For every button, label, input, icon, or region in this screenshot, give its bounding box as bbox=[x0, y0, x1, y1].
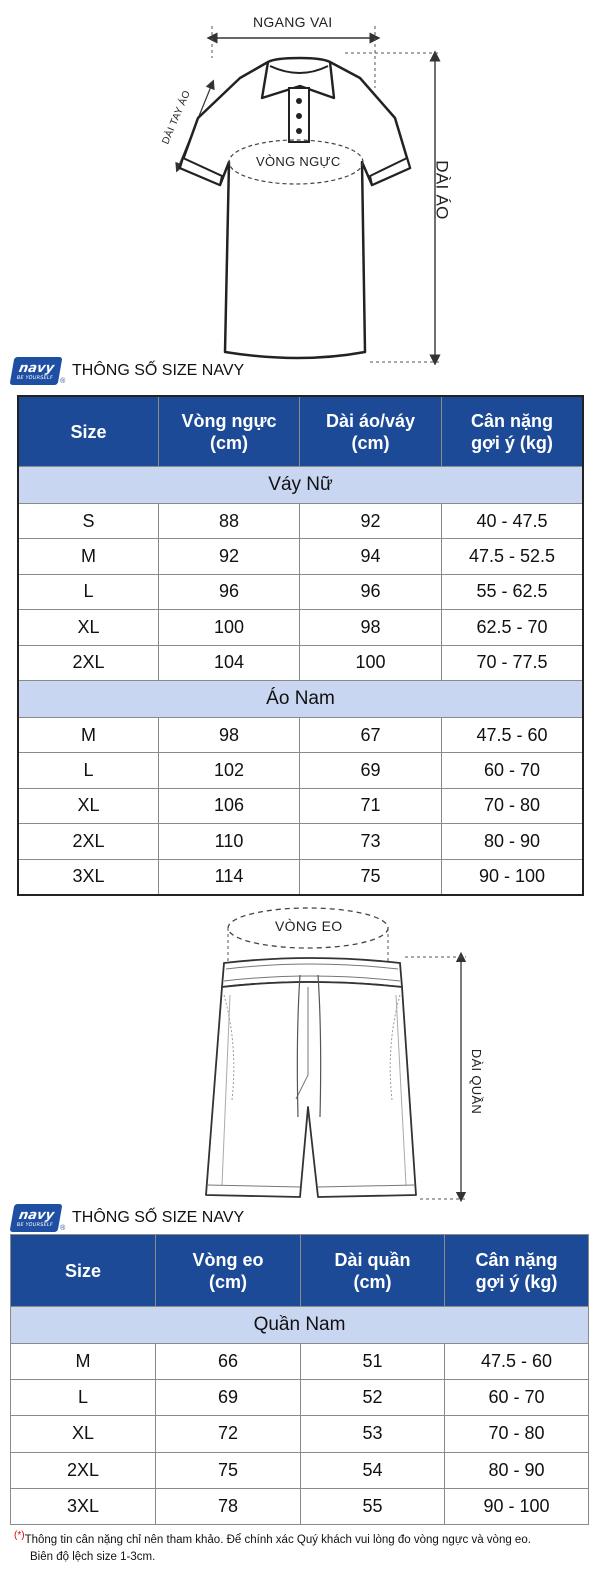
cell-size: M bbox=[11, 1344, 156, 1380]
cell-measure-2: 69 bbox=[300, 753, 442, 788]
table-row bbox=[11, 1380, 589, 1416]
header-weight: Cân nặng gợi ý (kg) bbox=[442, 397, 583, 467]
table-header-row bbox=[19, 397, 583, 467]
header-length: Dài áo/váy (cm) bbox=[300, 397, 442, 467]
sleeve-length-label: DÀI TAY ÁO bbox=[160, 88, 193, 147]
cell-weight: 47.5 - 60 bbox=[442, 717, 583, 752]
cell-size: 2XL bbox=[19, 645, 159, 680]
cell-measure-1: 69 bbox=[156, 1380, 301, 1416]
cell-measure-1: 88 bbox=[159, 504, 300, 539]
cell-measure-1: 100 bbox=[159, 610, 300, 645]
cell-measure-1: 96 bbox=[159, 574, 300, 609]
table-row bbox=[19, 753, 583, 788]
cell-measure-2: 54 bbox=[301, 1452, 445, 1488]
table-row bbox=[19, 574, 583, 609]
cell-size: L bbox=[19, 753, 159, 788]
logo-word: navy bbox=[17, 1207, 56, 1223]
cell-measure-1: 78 bbox=[156, 1488, 301, 1524]
logo-slogan: BE YOURSELF bbox=[16, 1221, 54, 1228]
dress-shirt-size-table bbox=[18, 396, 583, 895]
chest-label: VÒNG NGỰC bbox=[256, 154, 341, 169]
table-row bbox=[11, 1488, 589, 1524]
cell-measure-2: 55 bbox=[301, 1488, 445, 1524]
header-size: Size bbox=[11, 1235, 156, 1307]
cell-size: 3XL bbox=[11, 1488, 156, 1524]
cell-weight: 80 - 90 bbox=[442, 824, 583, 859]
cell-measure-2: 51 bbox=[301, 1344, 445, 1380]
cell-measure-1: 110 bbox=[159, 824, 300, 859]
cell-measure-2: 100 bbox=[300, 645, 442, 680]
cell-measure-2: 94 bbox=[300, 539, 442, 574]
cell-measure-1: 106 bbox=[159, 788, 300, 823]
footnote bbox=[14, 1532, 594, 1566]
cell-measure-1: 104 bbox=[159, 645, 300, 680]
header-size: Size bbox=[19, 397, 159, 467]
footnote-line-1: Thông tin cân nặng chỉ nên tham khảo. Để chính xác Quý khách vui lòng đo vòng ngực và vòng eo. bbox=[24, 1534, 531, 1546]
size-chart-heading: THÔNG SỐ SIZE NAVY bbox=[72, 362, 245, 379]
logo-word: navy bbox=[17, 360, 56, 376]
table-row bbox=[19, 504, 583, 539]
size-chart-heading: THÔNG SỐ SIZE NAVY bbox=[72, 1209, 245, 1226]
cell-measure-1: 72 bbox=[156, 1416, 301, 1452]
cell-weight: 70 - 77.5 bbox=[442, 645, 583, 680]
cell-weight: 47.5 - 52.5 bbox=[442, 539, 583, 574]
shirt-length-label: DÀI ÁO bbox=[432, 160, 452, 220]
cell-size: 3XL bbox=[19, 859, 159, 894]
group-title: Áo Nam bbox=[19, 680, 583, 717]
cell-measure-1: 98 bbox=[159, 717, 300, 752]
cell-weight: 62.5 - 70 bbox=[442, 610, 583, 645]
footnote-mark: (*) bbox=[14, 1530, 25, 1542]
cell-size: L bbox=[11, 1380, 156, 1416]
cell-measure-2: 53 bbox=[301, 1416, 445, 1452]
header-weight: Cân nặng gợi ý (kg) bbox=[445, 1235, 589, 1307]
brand-header-bottom bbox=[12, 1204, 244, 1232]
cell-weight: 90 - 100 bbox=[445, 1488, 589, 1524]
cell-weight: 70 - 80 bbox=[442, 788, 583, 823]
cell-measure-2: 67 bbox=[300, 717, 442, 752]
cell-weight: 40 - 47.5 bbox=[442, 504, 583, 539]
cell-weight: 80 - 90 bbox=[445, 1452, 589, 1488]
cell-measure-1: 75 bbox=[156, 1452, 301, 1488]
cell-size: XL bbox=[11, 1416, 156, 1452]
navy-logo bbox=[10, 357, 66, 385]
cell-measure-2: 52 bbox=[301, 1380, 445, 1416]
table-row bbox=[11, 1452, 589, 1488]
group-row bbox=[19, 467, 583, 504]
header-waist: Vòng eo (cm) bbox=[156, 1235, 301, 1307]
table-row bbox=[19, 788, 583, 823]
cell-weight: 90 - 100 bbox=[442, 859, 583, 894]
shorts-length-label: DÀI QUẦN bbox=[469, 1048, 485, 1115]
table-row bbox=[19, 610, 583, 645]
header-length: Dài quần (cm) bbox=[301, 1235, 445, 1307]
waist-label: VÒNG EO bbox=[275, 918, 343, 934]
table-header-row bbox=[11, 1235, 589, 1307]
table-row bbox=[19, 859, 583, 894]
cell-weight: 60 - 70 bbox=[442, 753, 583, 788]
table-row bbox=[19, 824, 583, 859]
cell-measure-2: 71 bbox=[300, 788, 442, 823]
cell-size: XL bbox=[19, 788, 159, 823]
cell-size: M bbox=[19, 539, 159, 574]
cell-measure-1: 66 bbox=[156, 1344, 301, 1380]
cell-size: 2XL bbox=[11, 1452, 156, 1488]
group-title: Váy Nữ bbox=[19, 467, 583, 504]
table-row bbox=[11, 1344, 589, 1380]
cell-size: M bbox=[19, 717, 159, 752]
footnote-line-2: Biên độ lệch size 1-3cm. bbox=[30, 1551, 156, 1563]
cell-weight: 47.5 - 60 bbox=[445, 1344, 589, 1380]
shorts-illustration bbox=[0, 895, 600, 1205]
group-title: Quần Nam bbox=[11, 1307, 589, 1344]
cell-size: S bbox=[19, 504, 159, 539]
cell-size: 2XL bbox=[19, 824, 159, 859]
cell-measure-2: 75 bbox=[300, 859, 442, 894]
logo-slogan: BE YOURSELF bbox=[16, 374, 54, 381]
cell-weight: 55 - 62.5 bbox=[442, 574, 583, 609]
cell-measure-2: 96 bbox=[300, 574, 442, 609]
brand-header-top bbox=[12, 357, 244, 385]
cell-size: L bbox=[19, 574, 159, 609]
header-chest: Vòng ngực (cm) bbox=[159, 397, 300, 467]
cell-weight: 60 - 70 bbox=[445, 1380, 589, 1416]
cell-measure-2: 73 bbox=[300, 824, 442, 859]
cell-size: XL bbox=[19, 610, 159, 645]
table-row bbox=[19, 645, 583, 680]
cell-measure-2: 98 bbox=[300, 610, 442, 645]
group-row bbox=[19, 680, 583, 717]
cell-measure-2: 92 bbox=[300, 504, 442, 539]
shirt-illustration bbox=[0, 0, 600, 365]
table-row bbox=[11, 1416, 589, 1452]
group-row bbox=[11, 1307, 589, 1344]
registered-mark: ® bbox=[59, 1225, 66, 1232]
cell-measure-1: 92 bbox=[159, 539, 300, 574]
registered-mark: ® bbox=[59, 378, 66, 385]
navy-logo bbox=[10, 1204, 66, 1232]
cell-measure-1: 102 bbox=[159, 753, 300, 788]
cell-weight: 70 - 80 bbox=[445, 1416, 589, 1452]
cell-measure-1: 114 bbox=[159, 859, 300, 894]
shorts-size-table bbox=[10, 1234, 589, 1525]
shoulder-width-label: NGANG VAI bbox=[253, 14, 333, 30]
table-row bbox=[19, 717, 583, 752]
table-row bbox=[19, 539, 583, 574]
